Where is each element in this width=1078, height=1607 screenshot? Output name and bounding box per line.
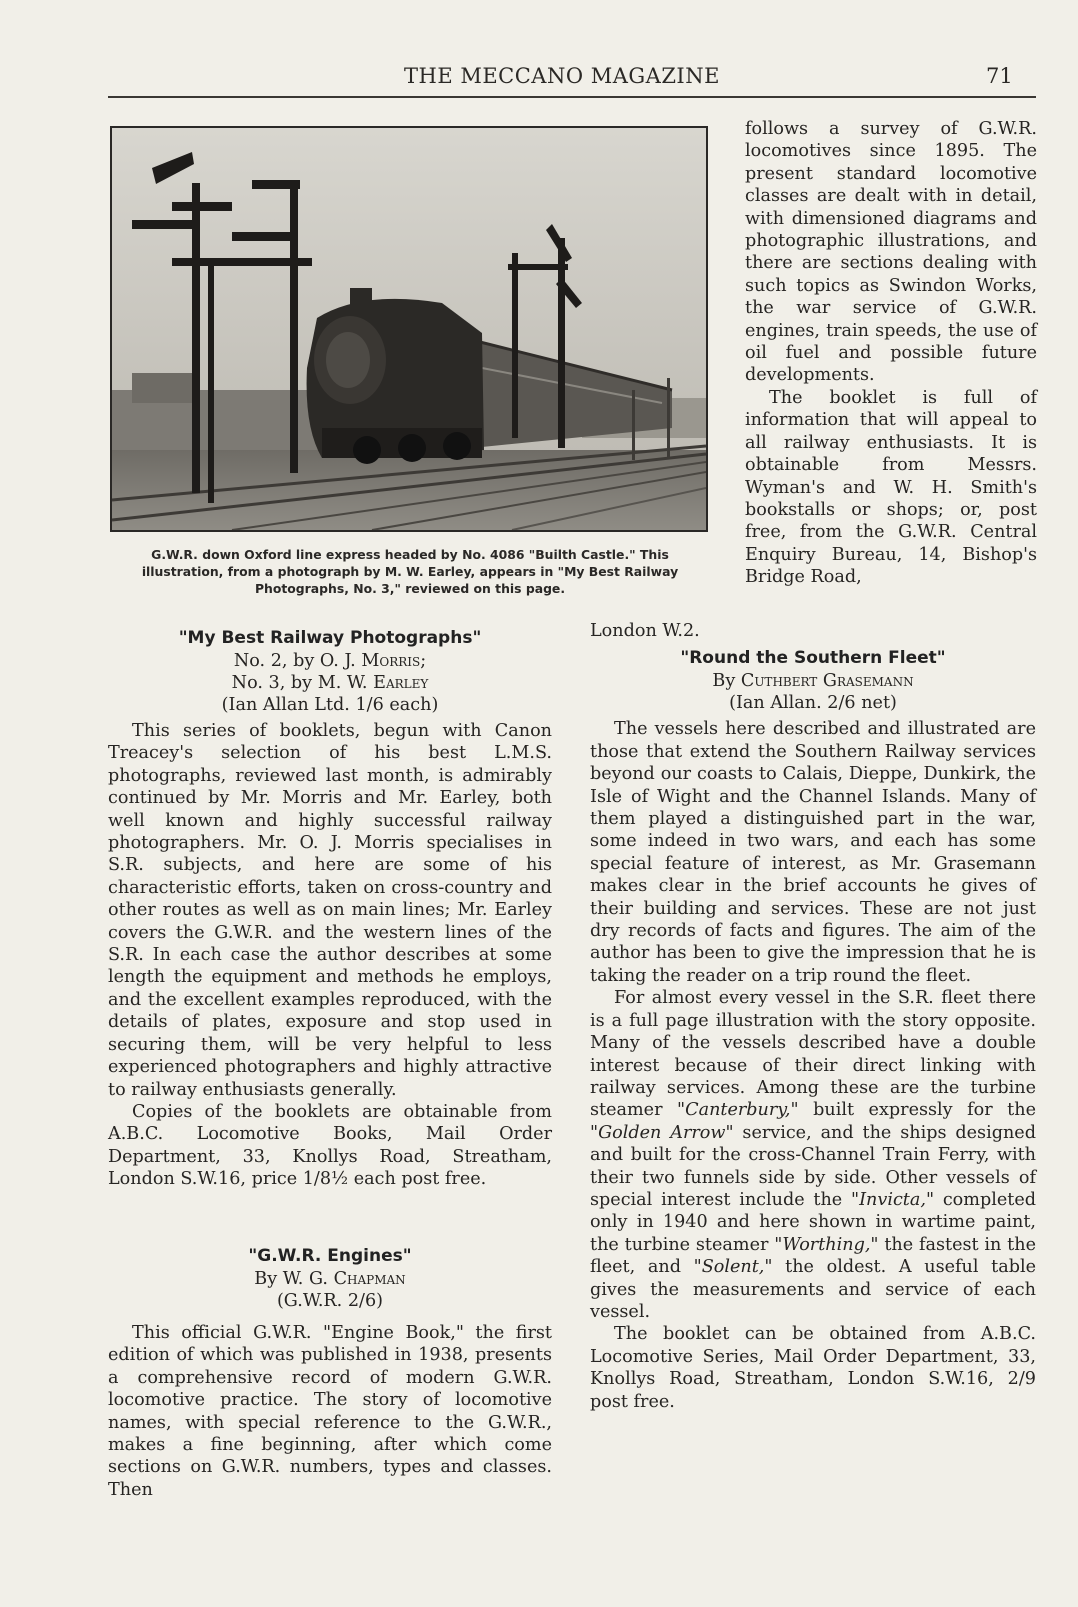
credit-prefix: By W. G. <box>254 1269 334 1289</box>
body-paragraph: This official G.W.R. "Engine Book," the first edition of which was published in 1938, presents a comprehensive record of modern G.W.R. locomotive practice. The story of locomotive names, with special reference to the G.W.R., makes a fine beginning, after which come sections on G.W.R. numbers, types and classes. Then <box>108 1323 552 1500</box>
review-credit <box>590 670 1036 692</box>
publisher-line: (G.W.R. 2/6) <box>276 1291 384 1311</box>
body-paragraph-end: London W.2. <box>590 621 700 641</box>
review-gwr-engines <box>108 1244 552 1501</box>
body-paragraph: The booklet can be obtained from A.B.C. Locomotive Series, Mail Order Department, 33, Knollys Road, Streatham, London S.W.16, 2/9 post free. <box>590 1324 1036 1412</box>
ship-name: Invicta, <box>859 1189 926 1210</box>
review-credit <box>108 1268 552 1290</box>
author-name: Cuthbert Grasemann <box>740 671 914 692</box>
body-paragraph: follows a survey of G.W.R. locomotives since 1895. The present standard locomotive classes are dealt with in detail, with dimensioned diagrams and photographic illustrations, and there are sections dealing with such topics as Swindon Works, the war service of G.W.R. engines, train speeds, the use of oil fuel and possible future developments. <box>745 119 1037 386</box>
credit-prefix: No. 2, by O. J. <box>233 651 362 671</box>
review-title: "My Best Railway Photographs" <box>178 628 482 648</box>
review-credit <box>108 650 552 672</box>
ship-name: Canterbury, <box>685 1100 791 1121</box>
publisher-line: (Ian Allan. 2/6 net) <box>729 693 897 714</box>
page-number: 71 <box>986 64 1013 88</box>
ship-name: Solent, <box>701 1257 765 1278</box>
credit-prefix: No. 3, by M. W. <box>231 673 374 693</box>
body-paragraph: The vessels here described and illustrated are those that extend the Southern Railway services beyond our coasts to Calais, Dieppe, Dunkirk, the Isle of Wight and the Channel Islands. Many of them played a distinguished part in the war, some indeed in two wars, and each has some special feature of interest, as Mr. Grasemann makes clear in the brief accounts he gives of their building and services. These are not just dry records of facts and figures. The aim of the author has been to give the impression that he is taking the reader on a trip round the fleet. <box>590 719 1036 986</box>
review-best-railway-photographs <box>108 626 552 1191</box>
author-name: Earley <box>373 673 429 693</box>
header-rule <box>108 96 1036 98</box>
review-title: "G.W.R. Engines" <box>248 1246 412 1266</box>
author-name: Chapman <box>333 1269 406 1289</box>
review-round-the-southern-fleet <box>590 620 1036 1413</box>
locomotive-photograph <box>110 126 708 532</box>
review-credit <box>108 672 552 694</box>
body-paragraph: The booklet is full of information that will appeal to all railway enthusiasts. It is obtainable from Messrs. Wyman's and W. H. Smith's bookstalls or shops; or, post free, from the G.W.R. Central Enquiry Bureau, 14, Bishop's Bridge Road, <box>745 387 1037 588</box>
ship-name: Worthing, <box>782 1234 871 1255</box>
body-paragraph: This series of booklets, begun with Canon Treacey's selection of his best L.M.S. photographs, reviewed last month, is admirably continued by Mr. Morris and Mr. Earley, both well known and highly successful railway photographers. Mr. O. J. Morris specialises in S.R. subjects, and here are some of his characteristic efforts, taken on cross-country and other routes as well as on main lines; Mr. Earley covers the G.W.R. and the western lines of the S.R. In each case the author describes at some length the equipment and methods he employs, and the excellent examples reproduced, with the details of plates, exposure and stop used in securing them, will be very helpful to less experienced photographers and highly attractive to railway enthusiasts generally. <box>108 721 552 1100</box>
ship-name: Golden Arrow <box>598 1122 726 1143</box>
credit-prefix: By <box>712 671 741 692</box>
photo-caption: G.W.R. down Oxford line express headed by No. 4086 "Builth Castle." This illustration, from a photograph by M. W. Earley, appears in "My Best Railway Photographs, No. 3," reviewed on this page. <box>141 547 679 596</box>
body-paragraph: Copies of the booklets are obtainable from A.B.C. Locomotive Books, Mail Order Department, 33, Knollys Road, Streatham, London S.W.16, price 1/8½ each post free. <box>108 1101 552 1190</box>
author-name: Morris; <box>361 651 427 671</box>
running-header-title: THE MECCANO MAGAZINE <box>404 64 720 88</box>
publisher-line: (Ian Allan Ltd. 1/6 each) <box>221 695 439 715</box>
review-title: "Round the Southern Fleet" <box>680 648 946 669</box>
body-paragraph: For almost every vessel in the S.R. fleet there is a full page illustration with the story opposite. Many of the vessels described have a double interest because of their direct linking with railway services. Among these are the turbine steamer "Canterbury," built expressly for the "Golden Arrow" service, and the ships designed and built for the cross-Channel Train Ferry, with their two funnels side by side. Other vessels of special interest include the "Invicta," completed only in 1940 and here shown in wartime paint, the turbine steamer "Worthing," the fastest in the fleet, and "Solent," the oldest. A useful table gives the measurements and service of each vessel. <box>590 988 1036 1322</box>
review-gwr-engines-continued <box>745 118 1037 589</box>
